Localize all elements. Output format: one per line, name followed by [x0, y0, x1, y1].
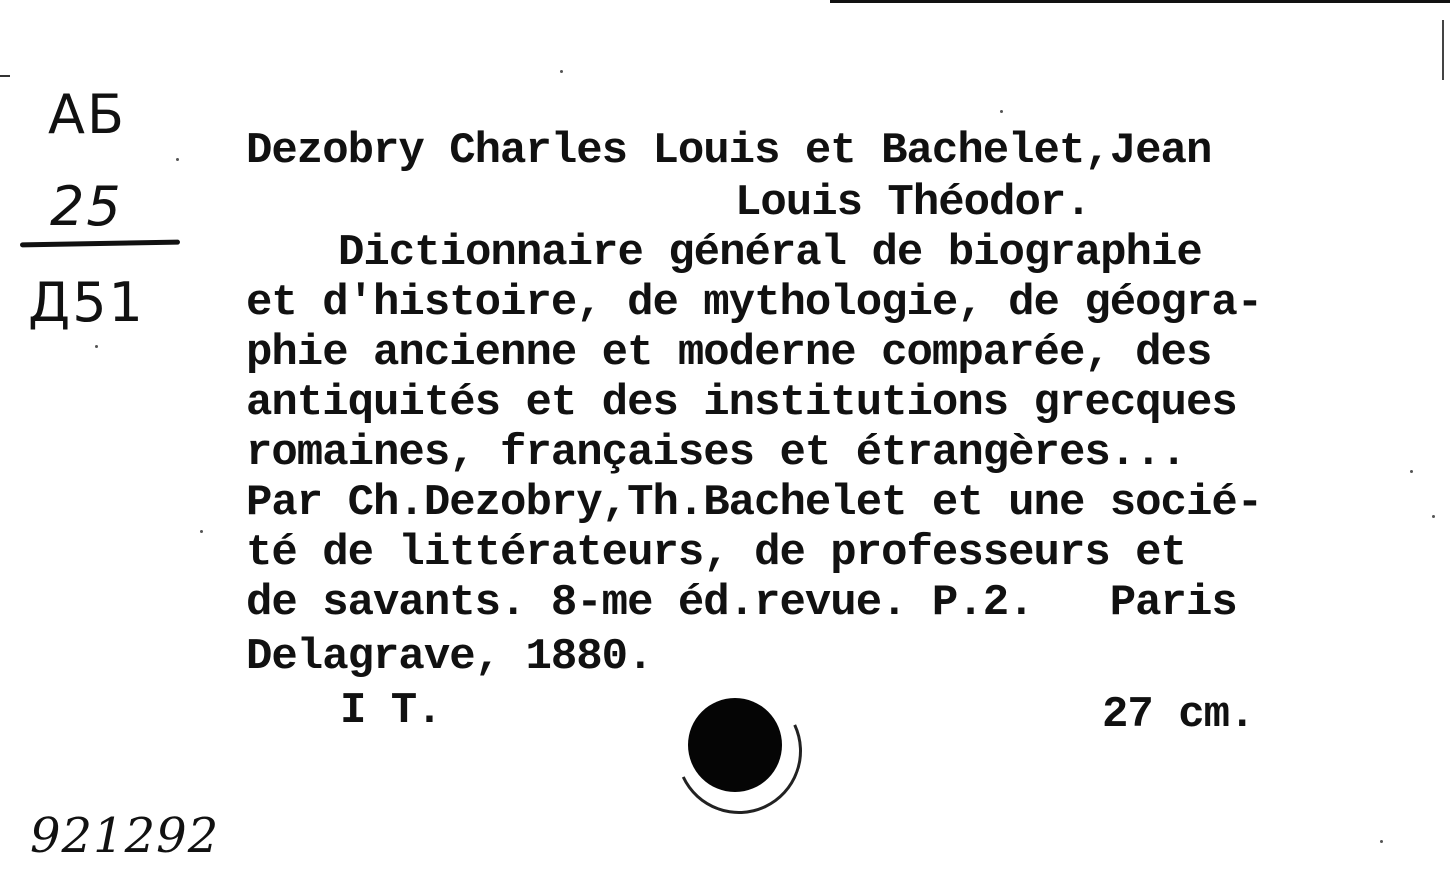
paper-speck [176, 158, 179, 161]
entry-volume-count: I T. [340, 686, 442, 736]
entry-publisher-line: Delagrave, 1880. [246, 632, 653, 682]
entry-edition-line: de savants. 8-me éd.revue. P.2. Paris [246, 578, 1237, 628]
call-number-bottom: Д51 [28, 271, 145, 334]
entry-size: 27 cm. [1102, 690, 1255, 740]
paper-speck [200, 530, 203, 533]
call-number-middle: 25 [50, 175, 123, 238]
entry-responsibility-line: Par Ch.Dezobry,Th.Bachelet et une socié- [246, 478, 1263, 528]
call-number-top: АБ [48, 83, 126, 146]
card-top-edge [830, 0, 1450, 3]
paper-speck [1410, 470, 1413, 473]
card-left-mark [0, 75, 10, 77]
punch-hole [688, 698, 782, 792]
entry-title-line-2: et d'histoire, de mythologie, de géogra- [246, 278, 1263, 328]
paper-speck [95, 345, 98, 348]
inventory-number: 921292 [30, 808, 220, 864]
entry-title-line-4: antiquités et des institutions grecques [246, 378, 1237, 428]
call-number-divider [20, 240, 180, 248]
entry-title-line-5: romaines, françaises et étrangères... [246, 428, 1186, 478]
entry-title-line: Dictionnaire général de biographie [338, 228, 1202, 278]
card-right-edge [1442, 20, 1444, 80]
entry-author-line: Dezobry Charles Louis et Bachelet,Jean [246, 126, 1212, 176]
entry-responsibility-line-2: té de littérateurs, de professeurs et [246, 528, 1186, 578]
entry-title-line-3: phie ancienne et moderne comparée, des [246, 328, 1212, 378]
paper-speck [1000, 110, 1003, 113]
entry-author-line-2: Louis Théodor. [735, 178, 1091, 228]
paper-speck [1380, 840, 1383, 843]
paper-speck [560, 70, 563, 73]
paper-speck [1432, 515, 1435, 518]
